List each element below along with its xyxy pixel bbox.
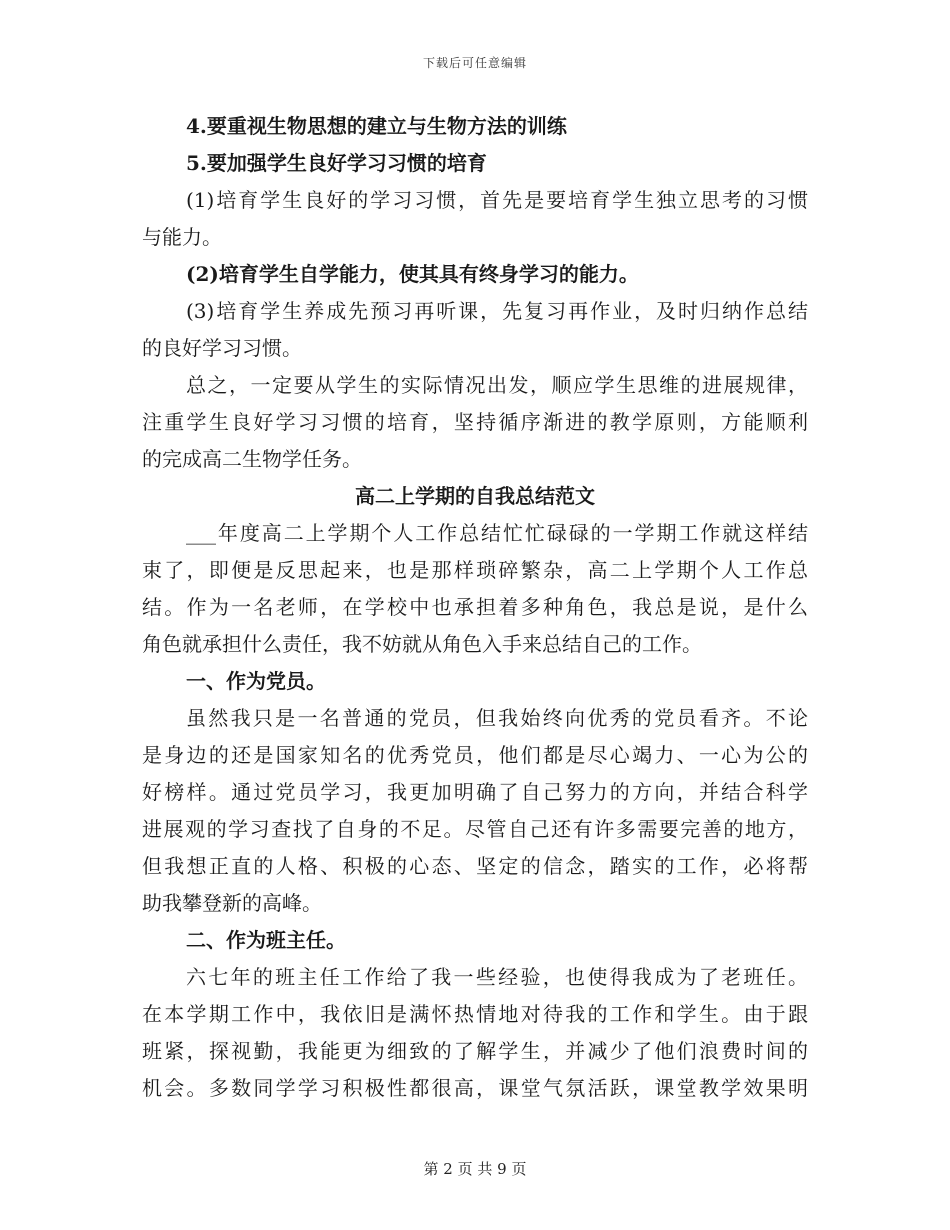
paragraph-line: 的完成高二生物学任务。 (142, 447, 362, 471)
paragraph-line: 的良好学习习惯。 (142, 336, 302, 360)
paragraph-line: 与能力。 (142, 225, 222, 249)
paragraph-line: 角色就承担什么责任，我不妨就从角色入手来总结自己的工作。 (142, 632, 702, 656)
paragraph-line: 机会。多数同学学习积极性都很高，课堂气氛活跃，课堂教学效果明 (142, 1076, 808, 1100)
paragraph-line: 是身边的还是国家知名的优秀党员，他们都是尽心竭力、一心为公的 (142, 743, 808, 767)
document-body (142, 108, 808, 1107)
paragraph-bold-line: (2)培育学生自学能力，使其具有终身学习的能力。 (186, 262, 639, 286)
paragraph-line: 虽然我只是一名普通的党员，但我始终向优秀的党员看齐。不论 (186, 706, 808, 730)
paragraph-line: 但我想正直的人格、积极的心态、坚定的信念，踏实的工作，必将帮 (142, 854, 808, 878)
section-title: 高二上学期的自我总结范文 (355, 484, 595, 508)
paragraph-line: 好榜样。通过党员学习，我更加明确了自己努力的方向，并结合科学 (142, 780, 808, 804)
subheading-party-member: 一、作为党员。 (186, 669, 326, 693)
subheading-class-teacher: 二、作为班主任。 (186, 928, 346, 952)
paragraph-line: 束了，即便是反思起来，也是那样琐碎繁杂，高二上学期个人工作总 (142, 558, 808, 582)
paragraph-line: 注重学生良好学习习惯的培育，坚持循序渐进的教学原则，方能顺利 (142, 410, 808, 434)
paragraph-line: 总之，一定要从学生的实际情况出发，顺应学生思维的进展规律， (186, 373, 808, 397)
paragraph-line: 班紧，探视勤，我能更为细致的了解学生，并减少了他们浪费时间的 (142, 1039, 808, 1063)
paragraph-line: 结。作为一名老师，在学校中也承担着多种角色，我总是说，是什么 (142, 595, 808, 619)
heading-item-4: 4.要重视生物思想的建立与生物方法的训练 (186, 114, 567, 138)
paragraph-line: 六七年的班主任工作给了我一些经验，也使得我成为了老班任。 (186, 965, 808, 989)
paragraph-line: (3)培育学生养成先预习再听课，先复习再作业，及时归纳作总结 (186, 299, 808, 323)
paragraph-line: 助我攀登新的高峰。 (142, 891, 322, 915)
page-header: 下载后可任意编辑 (422, 56, 527, 70)
paragraph-line: 进展观的学习查找了自身的不足。尽管自己还有许多需要完善的地方， (142, 817, 808, 841)
paragraph-line: ___年度高二上学期个人工作总结忙忙碌碌的一学期工作就这样结 (186, 521, 808, 545)
paragraph-line: 在本学期工作中，我依旧是满怀热情地对待我的工作和学生。由于跟 (142, 1002, 808, 1026)
page-number: 第 2 页 共 9 页 (423, 1160, 527, 1178)
paragraph-line: (1)培育学生良好的学习习惯，首先是要培育学生独立思考的习惯 (186, 188, 808, 212)
heading-item-5: 5.要加强学生良好学习习惯的培育 (186, 151, 487, 175)
